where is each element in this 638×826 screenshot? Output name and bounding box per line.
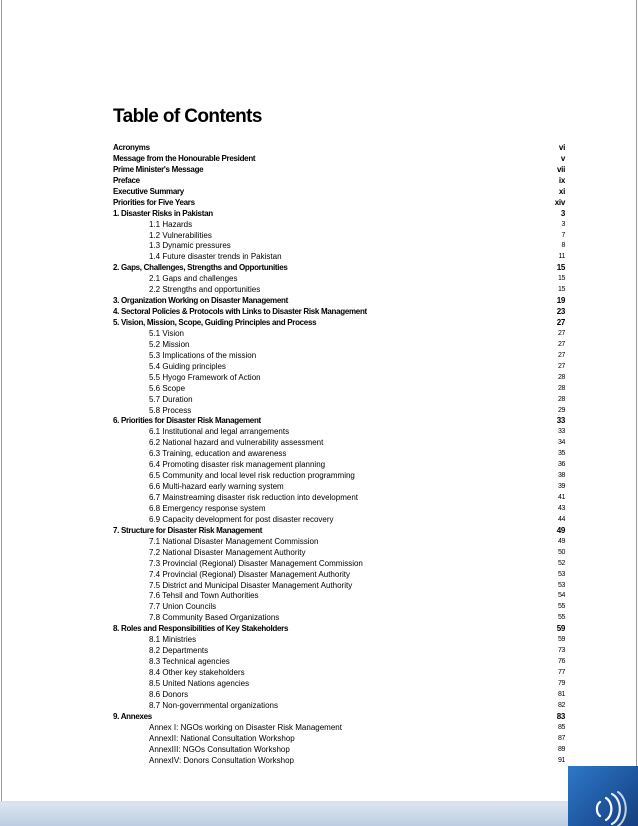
toc-entry-label: 1.3 Dynamic pressures <box>149 241 231 251</box>
toc-entry-label: 8.4 Other key stakeholders <box>149 668 245 677</box>
toc-entry[interactable] <box>113 460 565 471</box>
toc-entry[interactable] <box>113 340 565 351</box>
toc-entry-page-number: ix <box>558 175 565 185</box>
toc-entry-label: 7.3 Provincial (Regional) Disaster Management Commission <box>149 558 363 568</box>
toc-entry[interactable] <box>113 263 565 274</box>
toc-entry[interactable] <box>113 526 565 537</box>
toc-entry-page-number: 39 <box>558 483 565 491</box>
toc-entry-page-number: 23 <box>556 307 565 317</box>
toc-entry-label: 9. Annexes <box>113 711 152 721</box>
toc-entry[interactable] <box>113 220 565 231</box>
toc-entry-label: 5.1 Vision <box>149 328 184 338</box>
toc-entry-label: 6.1 Institutional and legal arrangements <box>149 427 290 437</box>
toc-entry[interactable] <box>113 198 565 209</box>
toc-entry-page-number: 82 <box>558 701 565 709</box>
toc-entry-page-number: 91 <box>558 756 565 764</box>
toc-entry[interactable] <box>113 471 565 482</box>
toc-entry-label: 7.6 Tehsil and Town Authorities <box>149 591 259 601</box>
toc-entry[interactable] <box>113 384 565 395</box>
toc-entry-label: 7.2 National Disaster Management Authority <box>149 547 306 557</box>
toc-entry-label: 2.2 Strengths and opportunities <box>149 285 261 295</box>
toc-entry[interactable] <box>113 745 565 756</box>
toc-entry-label: 8.1 Ministries <box>149 635 197 645</box>
toc-entry[interactable] <box>113 176 565 187</box>
toc-entry[interactable] <box>113 646 565 657</box>
toc-entry[interactable] <box>113 449 565 460</box>
toc-entry-page-number: 36 <box>558 461 565 469</box>
toc-entry-page-number: 53 <box>558 570 565 578</box>
toc-entry[interactable] <box>113 602 565 613</box>
toc-entry-page-number: 53 <box>558 581 565 589</box>
toc-entry-label: 1.1 Hazards <box>149 219 193 229</box>
toc-entry-page-number: 35 <box>558 450 565 458</box>
toc-entry-label: 6.3 Training, education and awareness <box>149 449 287 459</box>
toc-entry-page-number: 27 <box>558 351 565 359</box>
toc-entry[interactable] <box>113 416 565 427</box>
toc-entry-label: 5.4 Guiding principles <box>149 361 226 371</box>
page-border-left <box>1 0 2 826</box>
toc-entry[interactable] <box>113 318 565 329</box>
toc-entry-page-number: 49 <box>558 537 565 545</box>
toc-entry[interactable] <box>113 231 565 242</box>
toc-entry-label: 3. Organization Working on Disaster Management <box>113 296 288 306</box>
toc-entry-page-number: 15 <box>558 275 565 283</box>
toc-entry-page-number: 59 <box>558 636 565 644</box>
toc-entry-page-number: 28 <box>558 395 565 403</box>
toc-entry-label: AnnexIII: NGOs Consultation Workshop <box>149 744 290 754</box>
toc-entry-label: 6.4 Promoting disaster risk management planning <box>149 460 326 470</box>
toc-entry-label: 5.2 Mission <box>149 339 190 349</box>
toc-entry-page-number: 33 <box>556 416 565 426</box>
toc-entry-label: 6.2 National hazard and vulnerability assessment <box>149 438 324 448</box>
toc-entry[interactable] <box>113 329 565 340</box>
toc-entry-label: 8. Roles and Responsibilities of Key Stakeholders <box>113 624 289 634</box>
toc-entry-label: 6.9 Capacity development for post disaster recovery <box>149 514 334 524</box>
toc-entry-page-number: 50 <box>558 548 565 556</box>
toc-entry-page-number: 81 <box>558 690 565 698</box>
toc-entry-page-number: 49 <box>556 525 565 535</box>
toc-entry-label: 6.7 Mainstreaming disaster risk reduction into development <box>149 493 358 502</box>
toc-entry-page-number: 28 <box>558 384 565 392</box>
toc-entry-label: 8.7 Non-governmental organizations <box>149 700 278 710</box>
toc-entry-label: Executive Summary <box>113 186 184 196</box>
toc-entry-label: 4. Sectoral Policies & Protocols with Links to Disaster Risk Management <box>113 307 367 317</box>
toc-entry[interactable] <box>113 559 565 570</box>
toc-entry-page-number: 28 <box>558 373 565 381</box>
toc-entry-page-number: 41 <box>558 494 565 501</box>
toc-entry-page-number: 52 <box>558 559 565 567</box>
page-title: Table of Contents <box>113 106 262 127</box>
toc-entry-label: 1.2 Vulnerabilities <box>149 230 212 240</box>
toc-entry[interactable] <box>113 493 565 504</box>
toc-entry-label: 7.7 Union Councils <box>149 602 217 612</box>
toc-entry-page-number: 44 <box>558 515 565 523</box>
toc-entry[interactable] <box>113 427 565 438</box>
toc-entry-page-number: 27 <box>558 329 565 337</box>
toc-entry[interactable] <box>113 362 565 373</box>
toc-entry-page-number: 85 <box>558 723 565 731</box>
signal-arcs-icon <box>568 766 638 826</box>
toc-entry-label: 8.2 Departments <box>149 646 209 656</box>
toc-entry[interactable] <box>113 679 565 690</box>
toc-entry-page-number: xiv <box>554 197 565 207</box>
toc-entry[interactable] <box>113 591 565 602</box>
toc-entry-label: 7.4 Provincial (Regional) Disaster Management Authority <box>149 569 350 579</box>
toc-entry-page-number: 77 <box>558 669 565 676</box>
toc-entry-label: Acronyms <box>113 143 150 152</box>
toc-entry[interactable] <box>113 143 565 154</box>
toc-entry-page-number: vii <box>557 164 565 174</box>
toc-entry-label: 6.6 Multi-hazard early warning system <box>149 482 284 492</box>
toc-entry[interactable] <box>113 209 565 220</box>
footer-band <box>0 801 638 826</box>
toc-entry[interactable] <box>113 274 565 285</box>
toc-entry-page-number: 15 <box>558 286 565 294</box>
toc-entry-page-number: 27 <box>558 362 565 370</box>
toc-entry-page-number: 33 <box>558 428 565 436</box>
footer-band-highlight <box>0 801 638 803</box>
toc-entry[interactable] <box>113 657 565 668</box>
toc-entry[interactable] <box>113 537 565 548</box>
toc-entry[interactable] <box>113 624 565 635</box>
toc-entry-label: 5.7 Duration <box>149 394 193 404</box>
toc-entry[interactable] <box>113 154 565 165</box>
toc-entry[interactable] <box>113 165 565 176</box>
toc-entry-page-number: 27 <box>558 340 565 348</box>
toc-entry-page-number: 55 <box>558 603 565 611</box>
toc-entry-page-number: 76 <box>558 658 565 666</box>
toc-entry-label: 5.3 Implications of the mission <box>149 350 257 360</box>
toc-entry-label: 8.6 Donors <box>149 689 189 699</box>
toc-entry-label: 5.6 Scope <box>149 383 186 393</box>
toc-entry[interactable] <box>113 723 565 734</box>
toc-entry[interactable] <box>113 395 565 406</box>
toc-entry[interactable] <box>113 613 565 624</box>
toc-entry-page-number: 59 <box>556 624 565 634</box>
toc-entry[interactable] <box>113 351 565 362</box>
toc-entry-label: AnnexIV: Donors Consultation Workshop <box>149 755 294 765</box>
toc-entry[interactable] <box>113 756 565 767</box>
toc-entry-label: 7.1 National Disaster Management Commission <box>149 536 319 546</box>
toc-entry-page-number: v <box>560 153 565 163</box>
toc-entry[interactable] <box>113 690 565 701</box>
toc-entry-label: 2. Gaps, Challenges, Strengths and Opportunities <box>113 263 288 273</box>
toc-entry-label: Annex I: NGOs working on Disaster Risk Management <box>149 722 342 732</box>
toc-entry-label: 8.5 United Nations agencies <box>149 678 250 688</box>
page-border-right <box>636 0 637 826</box>
toc-entry[interactable] <box>113 307 565 318</box>
toc-entry[interactable] <box>113 241 565 252</box>
toc-entry-label: 5. Vision, Mission, Scope, Guiding Principles and Process <box>113 318 317 327</box>
toc-entry[interactable] <box>113 296 565 307</box>
toc-entry-page-number: 73 <box>558 647 565 655</box>
toc-entry-label: AnnexII: National Consultation Workshop <box>149 733 295 743</box>
toc-entry[interactable] <box>113 734 565 745</box>
toc-entry-label: 1.4 Future disaster trends in Pakistan <box>149 252 282 262</box>
toc-entry-page-number: vi <box>558 143 565 152</box>
toc-entry-label: Priorities for Five Years <box>113 197 195 207</box>
toc-entry-page-number: xi <box>558 186 565 196</box>
toc-entry[interactable] <box>113 406 565 417</box>
toc-entry[interactable] <box>113 187 565 198</box>
toc-entry-page-number: 54 <box>558 592 565 600</box>
toc-entry-page-number: 83 <box>556 711 565 721</box>
toc-entry-page-number: 29 <box>558 406 565 414</box>
toc-entry[interactable] <box>113 252 565 263</box>
toc-entry[interactable] <box>113 482 565 493</box>
toc-entry-label: Message from the Honourable President <box>113 153 256 163</box>
toc-entry[interactable] <box>113 712 565 723</box>
toc-entry-label: 5.5 Hyogo Framework of Action <box>149 372 261 382</box>
toc-entry[interactable] <box>113 635 565 646</box>
toc-entry-page-number: 11 <box>558 253 565 261</box>
toc-list <box>113 143 565 766</box>
toc-entry-label: 1. Disaster Risks in Pakistan <box>113 208 213 218</box>
toc-entry[interactable] <box>113 504 565 515</box>
toc-entry-label: 7. Structure for Disaster Risk Management <box>113 525 263 535</box>
toc-entry-label: 6.8 Emergency response system <box>149 503 266 513</box>
toc-entry-label: 2.1 Gaps and challenges <box>149 274 238 284</box>
brand-logo <box>568 766 638 826</box>
toc-entry-page-number: 8 <box>561 242 565 250</box>
toc-entry-page-number: 38 <box>558 472 565 480</box>
toc-entry-page-number: 87 <box>558 734 565 742</box>
toc-entry[interactable] <box>113 570 565 581</box>
toc-entry[interactable] <box>113 548 565 559</box>
toc-entry-label: 5.8 Process <box>149 405 192 415</box>
toc-entry-page-number: 27 <box>556 318 565 327</box>
toc-entry-label: 6.5 Community and local level risk reduction programming <box>149 471 355 481</box>
toc-entry-page-number: 34 <box>558 439 565 447</box>
toc-entry-page-number: 43 <box>558 504 565 512</box>
toc-entry[interactable] <box>113 668 565 679</box>
toc-entry[interactable] <box>113 581 565 592</box>
toc-entry[interactable] <box>113 438 565 449</box>
toc-entry-page-number: 55 <box>558 614 565 622</box>
toc-entry-label: 6. Priorities for Disaster Risk Management <box>113 416 261 426</box>
toc-entry[interactable] <box>113 285 565 296</box>
toc-entry-label: Prime Minister's Message <box>113 164 204 174</box>
toc-entry-page-number: 7 <box>561 231 565 239</box>
toc-entry-page-number: 3 <box>561 220 565 228</box>
toc-entry-page-number: 89 <box>558 745 565 753</box>
toc-entry-page-number: 15 <box>556 263 565 273</box>
toc-entry-label: 8.3 Technical agencies <box>149 657 230 667</box>
toc-entry-label: Preface <box>113 175 140 185</box>
toc-entry-label: 7.8 Community Based Organizations <box>149 613 280 623</box>
toc-entry[interactable] <box>113 515 565 526</box>
toc-entry-page-number: 19 <box>556 296 565 306</box>
toc-entry-page-number: 3 <box>560 208 565 218</box>
toc-entry[interactable] <box>113 373 565 384</box>
toc-entry[interactable] <box>113 701 565 712</box>
toc-entry-label: 7.5 District and Municipal Disaster Management Authority <box>149 580 353 590</box>
toc-entry-page-number: 79 <box>558 679 565 687</box>
